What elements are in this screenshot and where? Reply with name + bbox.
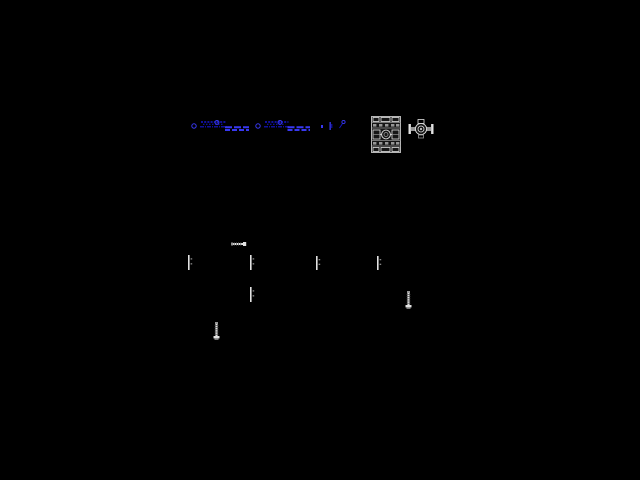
stud-vertical[interactable]	[405, 291, 412, 309]
annotation-cluster[interactable]	[200, 120, 250, 132]
flange-bracket[interactable]	[250, 287, 255, 302]
flange-bracket[interactable]	[316, 256, 321, 270]
annotation-cluster[interactable]	[264, 120, 311, 132]
target-circle-symbol[interactable]	[191, 123, 197, 129]
flange-bracket[interactable]	[377, 256, 382, 270]
flag-symbol[interactable]	[338, 120, 346, 129]
flange-bracket[interactable]	[188, 255, 193, 270]
part-plan-view[interactable]	[371, 116, 401, 153]
flange-bracket[interactable]	[250, 255, 255, 270]
valve-front-view[interactable]	[408, 119, 434, 139]
target-circle-symbol[interactable]	[255, 123, 261, 129]
stud-vertical[interactable]	[213, 322, 220, 340]
stud-horizontal[interactable]	[231, 241, 247, 247]
tick-symbol[interactable]	[329, 122, 333, 130]
dot-symbol[interactable]	[321, 125, 323, 128]
